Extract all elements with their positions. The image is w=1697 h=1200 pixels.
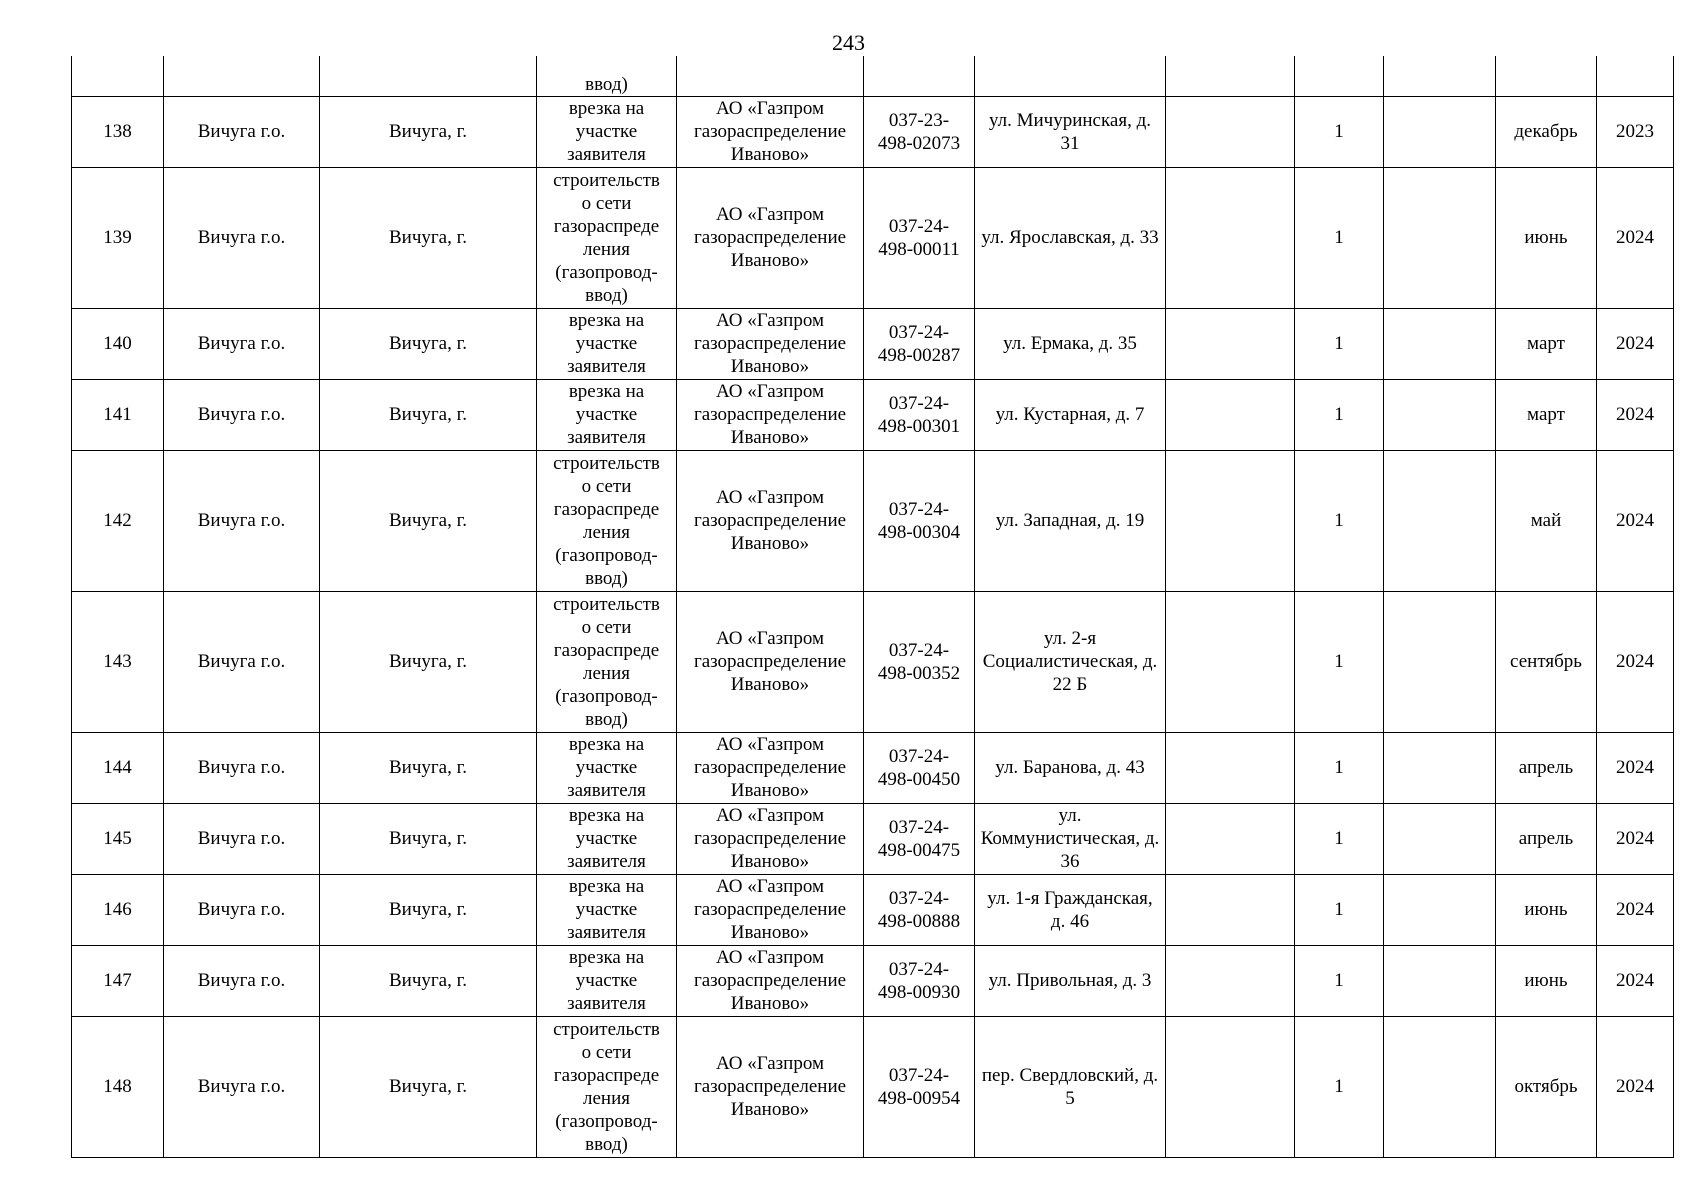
cell-code: 037-24- 498-00450: [864, 732, 975, 803]
cell-org: АО «Газпром газораспределение Иваново»: [677, 96, 864, 167]
cell-num: 146: [72, 874, 164, 945]
cell-col10: [1384, 450, 1496, 591]
cell-num: 145: [72, 803, 164, 874]
cell-district: Вичуга г.о.: [164, 803, 320, 874]
cell-org: АО «Газпром газораспределение Иваново»: [677, 379, 864, 450]
cell-org: АО «Газпром газораспределение Иваново»: [677, 945, 864, 1016]
cell-address: ул. Привольная, д. 3: [975, 945, 1166, 1016]
cell-col8: [1166, 308, 1295, 379]
cell-org: АО «Газпром газораспределение Иваново»: [677, 1016, 864, 1157]
cell-col10: [1384, 803, 1496, 874]
table-row: [72, 874, 1674, 945]
cell-num: 144: [72, 732, 164, 803]
cell-district: Вичуга г.о.: [164, 1016, 320, 1157]
cell-col8: [1166, 167, 1295, 308]
cell-qty: [1295, 56, 1384, 96]
cell-num: 147: [72, 945, 164, 1016]
cell-district: [164, 56, 320, 96]
cell-year: 2024: [1597, 167, 1674, 308]
cell-address: ул. Ярославская, д. 33: [975, 167, 1166, 308]
cell-district: Вичуга г.о.: [164, 308, 320, 379]
table-row: [72, 732, 1674, 803]
cell-org: АО «Газпром газораспределение Иваново»: [677, 167, 864, 308]
cell-year: 2023: [1597, 96, 1674, 167]
cell-num: 141: [72, 379, 164, 450]
cell-type: ввод): [537, 56, 677, 96]
cell-col10: [1384, 379, 1496, 450]
cell-year: 2024: [1597, 732, 1674, 803]
cell-code: 037-24- 498-00888: [864, 874, 975, 945]
cell-month: апрель: [1496, 803, 1597, 874]
cell-col8: [1166, 1016, 1295, 1157]
cell-org: АО «Газпром газораспределение Иваново»: [677, 450, 864, 591]
cell-code: 037-24- 498-00475: [864, 803, 975, 874]
cell-col10: [1384, 167, 1496, 308]
cell-num: 138: [72, 96, 164, 167]
table-row: [72, 450, 1674, 591]
cell-address: ул. Коммунистическая, д. 36: [975, 803, 1166, 874]
cell-code: 037-24- 498-00287: [864, 308, 975, 379]
cell-month: июнь: [1496, 945, 1597, 1016]
cell-address: ул. 1-я Гражданская, д. 46: [975, 874, 1166, 945]
table-row: [72, 803, 1674, 874]
cell-col8: [1166, 379, 1295, 450]
cell-col10: [1384, 591, 1496, 732]
cell-num: 139: [72, 167, 164, 308]
table-row: [72, 167, 1674, 308]
cell-district: Вичуга г.о.: [164, 732, 320, 803]
cell-district: Вичуга г.о.: [164, 874, 320, 945]
cell-num: 140: [72, 308, 164, 379]
cell-type: врезка на участке заявителя: [537, 874, 677, 945]
cell-qty: 1: [1295, 308, 1384, 379]
cell-address: ул. Ермака, д. 35: [975, 308, 1166, 379]
cell-num: 143: [72, 591, 164, 732]
cell-year: 2024: [1597, 803, 1674, 874]
table-row: [72, 96, 1674, 167]
cell-month: [1496, 56, 1597, 96]
cell-qty: 1: [1295, 96, 1384, 167]
cell-year: 2024: [1597, 945, 1674, 1016]
cell-col8: [1166, 96, 1295, 167]
cell-district: Вичуга г.о.: [164, 591, 320, 732]
cell-col8: [1166, 874, 1295, 945]
cell-locality: Вичуга, г.: [320, 167, 537, 308]
cell-code: 037-24- 498-00011: [864, 167, 975, 308]
cell-district: Вичуга г.о.: [164, 379, 320, 450]
cell-code: 037-23- 498-02073: [864, 96, 975, 167]
cell-year: 2024: [1597, 591, 1674, 732]
cell-address: пер. Свердловский, д. 5: [975, 1016, 1166, 1157]
cell-col8: [1166, 591, 1295, 732]
cell-type: строительств о сети газораспреде ления (газопровод- ввод): [537, 591, 677, 732]
cell-month: апрель: [1496, 732, 1597, 803]
cell-locality: [320, 56, 537, 96]
cell-org: АО «Газпром газораспределение Иваново»: [677, 591, 864, 732]
cell-qty: 1: [1295, 450, 1384, 591]
cell-col10: [1384, 308, 1496, 379]
cell-type: врезка на участке заявителя: [537, 308, 677, 379]
cell-code: 037-24- 498-00930: [864, 945, 975, 1016]
cell-col8: [1166, 803, 1295, 874]
cell-col8: [1166, 450, 1295, 591]
table-row: [72, 591, 1674, 732]
cell-address: ул. 2-я Социалистическая, д. 22 Б: [975, 591, 1166, 732]
cell-address: ул. Кустарная, д. 7: [975, 379, 1166, 450]
cell-org: АО «Газпром газораспределение Иваново»: [677, 874, 864, 945]
cell-locality: Вичуга, г.: [320, 803, 537, 874]
cell-col10: [1384, 874, 1496, 945]
table-row: [72, 1016, 1674, 1157]
cell-locality: Вичуга, г.: [320, 945, 537, 1016]
cell-district: Вичуга г.о.: [164, 450, 320, 591]
cell-year: 2024: [1597, 308, 1674, 379]
cell-type: врезка на участке заявителя: [537, 732, 677, 803]
cell-year: 2024: [1597, 450, 1674, 591]
cell-num: 148: [72, 1016, 164, 1157]
cell-qty: 1: [1295, 732, 1384, 803]
cell-qty: 1: [1295, 945, 1384, 1016]
connections-table: [71, 56, 1674, 1158]
cell-code: 037-24- 498-00954: [864, 1016, 975, 1157]
cell-locality: Вичуга, г.: [320, 96, 537, 167]
cell-month: сентябрь: [1496, 591, 1597, 732]
cell-month: март: [1496, 379, 1597, 450]
cell-qty: 1: [1295, 874, 1384, 945]
page-number: 243: [832, 30, 865, 55]
cell-type: строительств о сети газораспреде ления (газопровод- ввод): [537, 167, 677, 308]
cell-year: 2024: [1597, 1016, 1674, 1157]
cell-col10: [1384, 96, 1496, 167]
cell-col10: [1384, 945, 1496, 1016]
cell-org: АО «Газпром газораспределение Иваново»: [677, 308, 864, 379]
cell-locality: Вичуга, г.: [320, 379, 537, 450]
cell-locality: Вичуга, г.: [320, 732, 537, 803]
cell-year: [1597, 56, 1674, 96]
cell-month: март: [1496, 308, 1597, 379]
cell-col8: [1166, 56, 1295, 96]
cell-col8: [1166, 732, 1295, 803]
cell-year: 2024: [1597, 379, 1674, 450]
cell-month: июнь: [1496, 167, 1597, 308]
table-row: [72, 379, 1674, 450]
cell-num: 142: [72, 450, 164, 591]
cell-address: ул. Западная, д. 19: [975, 450, 1166, 591]
cell-qty: 1: [1295, 591, 1384, 732]
cell-type: врезка на участке заявителя: [537, 803, 677, 874]
table-row: [72, 945, 1674, 1016]
cell-address: ул. Баранова, д. 43: [975, 732, 1166, 803]
cell-month: июнь: [1496, 874, 1597, 945]
cell-locality: Вичуга, г.: [320, 591, 537, 732]
cell-code: 037-24- 498-00304: [864, 450, 975, 591]
cell-locality: Вичуга, г.: [320, 308, 537, 379]
cell-code: 037-24- 498-00301: [864, 379, 975, 450]
cell-qty: 1: [1295, 803, 1384, 874]
cell-col10: [1384, 1016, 1496, 1157]
cell-qty: 1: [1295, 167, 1384, 308]
cell-district: Вичуга г.о.: [164, 167, 320, 308]
cell-org: АО «Газпром газораспределение Иваново»: [677, 803, 864, 874]
cell-district: Вичуга г.о.: [164, 945, 320, 1016]
cell-type: врезка на участке заявителя: [537, 945, 677, 1016]
cell-num: [72, 56, 164, 96]
cell-type: строительств о сети газораспреде ления (газопровод- ввод): [537, 450, 677, 591]
cell-locality: Вичуга, г.: [320, 874, 537, 945]
cell-type: врезка на участке заявителя: [537, 379, 677, 450]
cell-locality: Вичуга, г.: [320, 1016, 537, 1157]
cell-col8: [1166, 945, 1295, 1016]
cell-district: Вичуга г.о.: [164, 96, 320, 167]
cell-org: [677, 56, 864, 96]
cell-address: [975, 56, 1166, 96]
cell-address: ул. Мичуринская, д. 31: [975, 96, 1166, 167]
cell-code: 037-24- 498-00352: [864, 591, 975, 732]
cell-qty: 1: [1295, 1016, 1384, 1157]
cell-col10: [1384, 56, 1496, 96]
cell-type: врезка на участке заявителя: [537, 96, 677, 167]
cell-col10: [1384, 732, 1496, 803]
table-row: [72, 308, 1674, 379]
cell-type: строительств о сети газораспреде ления (газопровод- ввод): [537, 1016, 677, 1157]
cell-code: [864, 56, 975, 96]
cell-month: декабрь: [1496, 96, 1597, 167]
cell-locality: Вичуга, г.: [320, 450, 537, 591]
cell-org: АО «Газпром газораспределение Иваново»: [677, 732, 864, 803]
continued-row: [72, 56, 1674, 96]
cell-qty: 1: [1295, 379, 1384, 450]
cell-month: октябрь: [1496, 1016, 1597, 1157]
cell-year: 2024: [1597, 874, 1674, 945]
cell-month: май: [1496, 450, 1597, 591]
